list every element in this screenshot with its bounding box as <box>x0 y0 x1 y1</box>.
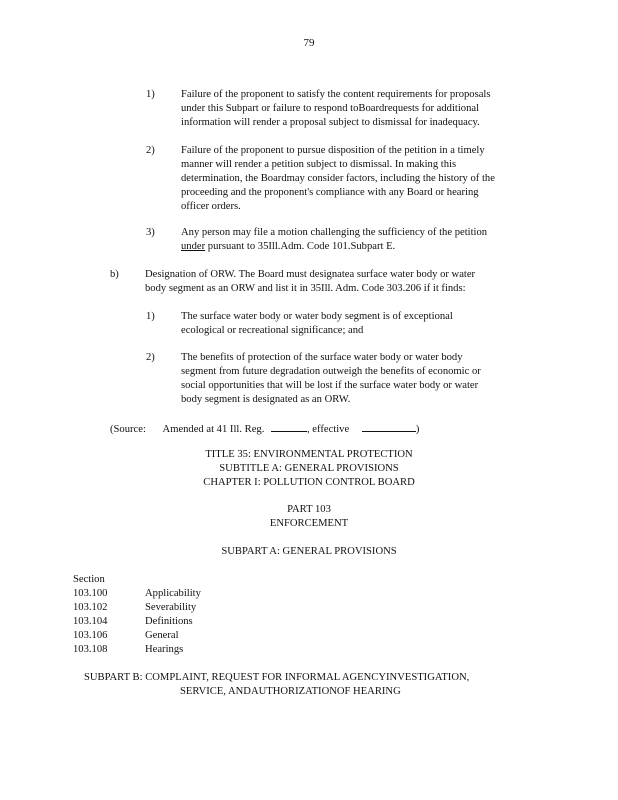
section-b-letter: b) <box>110 269 119 280</box>
toc-section-number: 103.106 <box>73 630 108 641</box>
item-3-line <box>181 240 487 254</box>
item-1-number: 1) <box>146 89 155 100</box>
item-3-text <box>181 226 487 254</box>
subitem-1-line: ecological or recreational significance; and <box>181 325 364 336</box>
section-b-line: body segment as an ORW and list it in 35Ill. Adm. Code 303.206 if it finds: <box>145 283 466 294</box>
source-note <box>110 421 419 437</box>
subitem-2-line: segment from future degradation outweigh the benefits of economic or <box>181 366 481 377</box>
page-number: 79 <box>303 37 315 49</box>
item-1-text <box>181 88 491 130</box>
item-3-number: 3) <box>146 227 155 238</box>
subitem-2-line: social opportunities that will be lost if the surface water body or water <box>181 380 479 391</box>
subitem-2-text <box>181 351 481 407</box>
register-blank <box>271 421 307 432</box>
toc-header: Section <box>73 574 105 585</box>
section-b-line: Designation of ORW. The Board must designatea surface water body or water <box>145 269 476 280</box>
underlined-word: under <box>181 241 206 252</box>
item-1-line: information will render a proposal subject to dismissal for inadequacy. <box>181 117 480 128</box>
toc-section-number: 103.100 <box>73 588 108 599</box>
subtitle-heading: SUBTITLE A: GENERAL PROVISIONS <box>219 463 399 474</box>
source-effective: , effective <box>307 424 350 435</box>
toc-section-number: 103.108 <box>73 644 108 655</box>
part-name-heading: ENFORCEMENT <box>269 518 349 529</box>
item-3-line: Any person may file a motion challenging the sufficiency of the petition <box>181 227 488 238</box>
effective-date-blank <box>362 421 416 432</box>
item-2-line: determination, the Boardmay consider factors, including the history of the <box>181 173 495 184</box>
toc-row <box>73 587 107 601</box>
item-2-line: Failure of the proponent to pursue disposition of the petition in a timely <box>181 145 485 156</box>
item-3-line-rest: pursuant to 35Ill.Adm. Code 101.Subpart E. <box>205 241 396 252</box>
toc-row-title: Severability <box>145 602 197 613</box>
item-2-line: manner will render a petition subject to dismissal. In making this <box>181 159 457 170</box>
toc-section-number: 103.104 <box>73 616 108 627</box>
toc-row-title: General <box>145 630 179 641</box>
toc-row-title: Hearings <box>145 644 184 655</box>
subpart-a-heading: SUBPART A: GENERAL PROVISIONS <box>221 546 397 557</box>
item-2-number: 2) <box>146 145 155 156</box>
subitem-2-line: body segment is designated as an ORW. <box>181 394 351 405</box>
subitem-1-text <box>181 310 453 338</box>
toc-section-number: 103.102 <box>73 602 108 613</box>
item-2-line: proceeding and the proponent's compliance with any Board or hearing <box>181 187 479 198</box>
section-b-text <box>145 268 475 296</box>
toc-row-title: Definitions <box>145 616 193 627</box>
source-text: Amended at 41 Ill. Reg. <box>162 424 265 435</box>
item-1-line: under this Subpart or failure to respond toBoardrequests for additional <box>181 103 480 114</box>
subpart-b-heading-line1: SUBPART B: COMPLAINT, REQUEST FOR INFORMAL AGENCYINVESTIGATION, <box>84 672 470 683</box>
subpart-b-heading-line2: SERVICE, ANDAUTHORIZATIONOF HEARING <box>180 686 401 697</box>
source-open: (Source: <box>110 424 146 435</box>
item-2-text <box>181 144 495 214</box>
subitem-1-line: The surface water body or water body segment is of exceptional <box>181 311 453 322</box>
part-heading: PART 103 <box>287 504 331 515</box>
title-heading: TITLE 35: ENVIRONMENTAL PROTECTION <box>205 449 413 460</box>
chapter-heading: CHAPTER I: POLLUTION CONTROL BOARD <box>203 477 415 488</box>
item-2-line: officer orders. <box>181 201 241 212</box>
toc-row-title: Applicability <box>145 588 201 599</box>
subitem-1-number: 1) <box>146 311 155 322</box>
item-1-line: Failure of the proponent to satisfy the content requirements for proposals <box>181 89 491 100</box>
source-close: ) <box>415 424 420 435</box>
subitem-2-number: 2) <box>146 352 155 363</box>
subitem-2-line: The benefits of protection of the surface water body or water body <box>181 352 463 363</box>
